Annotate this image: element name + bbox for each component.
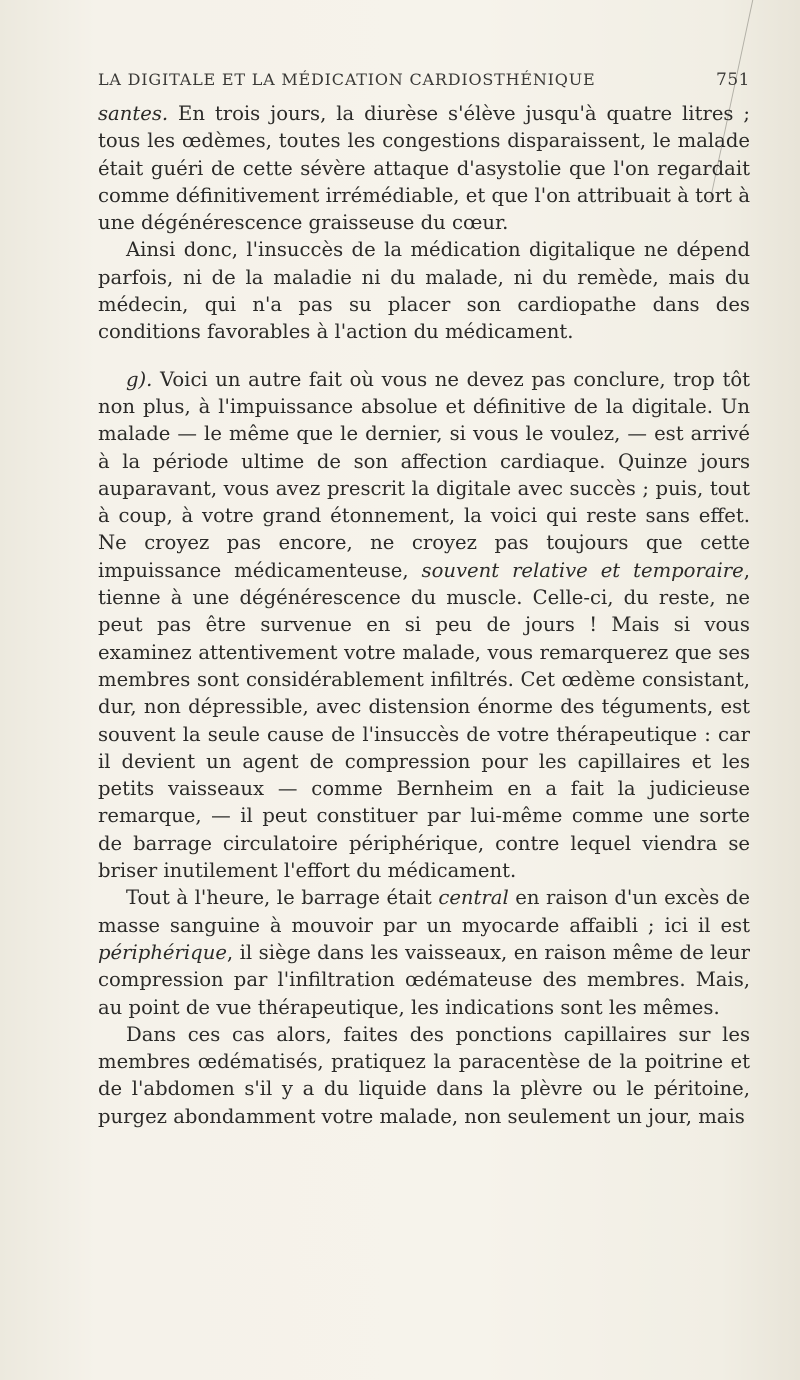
paragraph-2: Ainsi donc, l'insuccès de la médication digitalique ne dépend parfois, ni de la maladie ni du malade, ni du remède, mais du médecin, qui n'a pas su placer son cardiopathe dans des conditions favorables à l'action du médicament.	[98, 238, 750, 344]
section-marker: g).	[126, 367, 153, 391]
page-number: 751	[716, 70, 750, 90]
paragraph-1: santes. En trois jours, la diurèse s'élève jusqu'à quatre litres ; tous les œdèmes, toutes les congestions disparaissent, le malade était guéri de cette sévère attaque d'asystolie que l'on regardait comme définitivement irrémédiable, et que l'on attribuait à tort à une dégénérescence graisseuse du cœur.	[98, 102, 750, 235]
emphasis: souvent relative et temporaire	[421, 558, 744, 582]
paragraph-5: Dans ces cas alors, faites des ponctions capillaires sur les membres œdématisés, pratiquez la paracentèse de la poitrine et de l'abdomen s'il y a du liquide dans la plèvre ou le péritoine, purgez abondamment votre malade, non seulement un jour, mais	[98, 1022, 750, 1128]
section-gap	[98, 346, 750, 366]
running-title: LA DIGITALE ET LA MÉDICATION CARDIOSTHÉNIQUE	[98, 70, 596, 89]
continued-word: santes.	[98, 102, 169, 125]
emphasis: périphérique	[98, 940, 227, 964]
paragraph-4: Tout à l'heure, le barrage était central en raison d'un excès de masse sanguine à mouvoir par un myocarde affaibli ; ici il est périphérique, il siège dans les vaisseaux, en raison même de leur compression par l'infiltration œdémateuse des membres. Mais, au point de vue thérapeutique, les indications sont les mêmes.	[98, 886, 751, 1019]
paragraph-3: g). Voici un autre fait où vous ne devez pas conclure, trop tôt non plus, à l'impuissance absolue et définitive de la digitale. Un malade — le même que le dernier, si vous le voulez, — est arrivé à la période ultime de son affection cardiaque. Quinze jours auparavant, vous avez prescrit la digitale avec succès ; puis, tout à coup, à votre grand étonnement, la voici qui reste sans effet. Ne croyez pas encore, ne croyez pas toujours que cette impuissance médicamenteuse, souvent relative et temporaire, tienne à une dégénérescence du muscle. Celle-ci, du reste, ne peut pas être survenue en si peu de jours ! Mais si vous examinez attentivement votre malade, vous remarquerez que ses membres sont considérablement infiltrés. Cet œdème consistant, dur, non dépressible, avec distension énorme des téguments, est souvent la seule cause de l'insuccès de votre thérapeutique : car il devient un agent de compression pour les capillaires et les petits vaisseaux — comme Bernheim en a fait la judicieuse remarque, — il peut constituer par lui-même comme une sorte de barrage circulatoire périphérique, contre lequel viendra se briser inutilement l'effort du médicament.	[98, 367, 750, 883]
emphasis: central	[438, 886, 509, 910]
running-header	[98, 70, 750, 90]
body-text	[98, 100, 750, 1130]
